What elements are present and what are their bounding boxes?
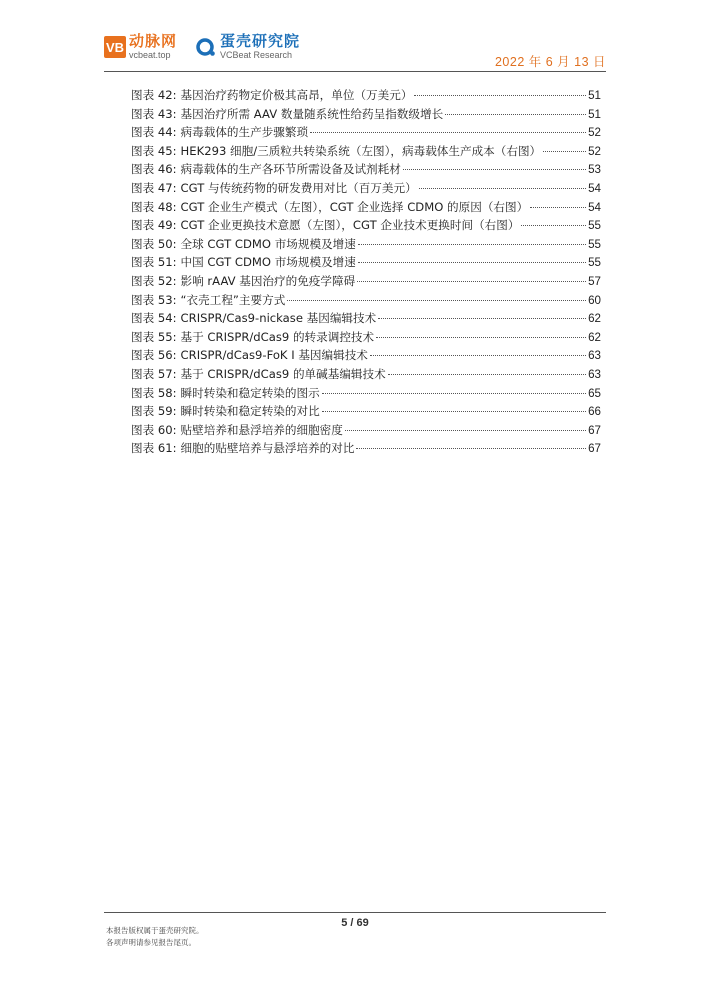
toc-figure-title: “衣壳工程”主要方式 [180,292,286,307]
toc-page-number: 65 [588,386,601,400]
toc-page-number: 62 [588,312,601,326]
toc-entry[interactable] [131,384,601,403]
toc-page-number: 57 [588,274,601,288]
toc-leader-dots [287,300,586,301]
disclaimer-line: 本报告版权属于蛋壳研究院。 [106,926,204,935]
toc-entry[interactable] [131,328,601,347]
vcbeat-logo-cn: 动脉网 [129,32,178,50]
toc-leader-dots [358,262,586,263]
toc-page-number: 53 [588,163,601,177]
toc-entry[interactable] [131,123,601,142]
toc-entry[interactable] [131,272,601,291]
toc-entry[interactable] [131,365,601,384]
toc-entry[interactable] [131,253,601,272]
copyright-disclaimer [106,925,204,949]
vcbeat-research-logo-en: VCBeat Research [220,50,293,60]
vcbeat-logo-en: vcbeat.top [129,50,171,60]
toc-figure-title: 基于 CRISPR/dCas9 的单碱基编辑技术 [180,366,386,381]
toc-figure-label: 图表 61: [131,441,177,456]
toc-figure-title: 病毒载体的生产步骤繁琐 [180,125,309,140]
toc-page-number: 63 [588,349,601,363]
toc-page-number: 66 [588,405,601,419]
toc-figure-title: 贴壁培养和悬浮培养的细胞密度 [180,422,343,437]
toc-figure-title: 瞬时转染和稳定转染的图示 [180,385,320,400]
toc-leader-dots [530,207,586,208]
vcbeat-research-logo-cn: 蛋壳研究院 [220,32,301,50]
toc-figure-label: 图表 47: [131,180,177,195]
toc-figure-title: 基因治疗药物定价极其高昂，单位（万美元） [180,88,413,102]
toc-figure-title: 影响 rAAV 基因治疗的免疫学障碍 [180,273,356,288]
toc-figure-title: 基于 CRISPR/dCas9 的转录调控技术 [180,329,375,344]
toc-leader-dots [378,318,586,319]
egg-shell-icon [196,37,216,57]
toc-leader-dots [357,281,586,282]
toc-page-number: 54 [588,181,601,195]
toc-entry[interactable] [131,439,601,458]
toc-figure-label: 图表 53: [131,292,177,307]
toc-figure-label: 图表 59: [131,404,177,419]
toc-leader-dots [376,337,586,338]
toc-figure-title: CGT 企业生产模式（左图），CGT 企业选择 CDMO 的原因（右图） [180,199,529,214]
toc-figure-label: 图表 52: [131,273,177,288]
vcbeat-research-logo [196,34,300,60]
toc-leader-dots [403,169,586,170]
vb-logo-icon: VB [104,36,126,58]
toc-leader-dots [414,95,586,96]
report-date: 2022 年 6 月 13 日 [494,55,606,69]
toc-leader-dots [445,114,586,115]
toc-page-number: 67 [588,442,601,456]
toc-figure-label: 图表 48: [131,199,177,214]
toc-figure-title: 病毒载体的生产各环节所需设备及试剂耗材 [180,162,401,177]
toc-figure-title: CRISPR/Cas9-nickase 基因编辑技术 [180,311,377,326]
footer-divider [104,912,606,913]
toc-leader-dots [358,244,586,245]
toc-figure-label: 图表 49: [131,218,177,233]
toc-figure-title: CRISPR/dCas9-FoK I 基因编辑技术 [180,348,368,363]
toc-page-number: 67 [588,423,601,437]
toc-entry[interactable] [131,105,601,124]
toc-figure-label: 图表 54: [131,311,177,326]
toc-page-number: 62 [588,330,601,344]
toc-figure-label: 图表 55: [131,329,177,344]
toc-entry[interactable] [131,142,601,161]
toc-entry[interactable] [131,179,601,198]
toc-page-number: 51 [588,107,601,121]
toc-figure-title: CGT 与传统药物的研发费用对比（百万美元） [180,180,417,195]
toc-figure-title: 基因治疗所需 AAV 数量随系统性给药呈指数级增长 [180,106,444,121]
toc-figure-label: 图表 46: [131,162,177,177]
vcbeat-logo [104,34,177,60]
toc-entry[interactable] [131,346,601,365]
toc-page-number: 60 [588,293,601,307]
toc-figure-title: 全球 CGT CDMO 市场规模及增速 [180,236,356,251]
toc-figure-label: 图表 51: [131,255,177,270]
header-divider [104,71,606,72]
toc-figure-title: 中国 CGT CDMO 市场规模及增速 [180,255,356,270]
toc-page-number: 63 [588,367,601,381]
toc-entry[interactable] [131,160,601,179]
toc-leader-dots [370,355,586,356]
toc-page-number: 55 [588,256,601,270]
toc-leader-dots [356,448,586,449]
toc-figure-label: 图表 43: [131,106,177,121]
toc-page-number: 52 [588,144,601,158]
toc-leader-dots [521,225,586,226]
toc-figure-label: 图表 50: [131,236,177,251]
toc-entry[interactable] [131,309,601,328]
toc-entry[interactable] [131,198,601,217]
toc-leader-dots [310,132,586,133]
toc-entry[interactable] [131,402,601,421]
toc-entry[interactable] [131,86,601,105]
toc-leader-dots [345,430,586,431]
toc-figure-title: CGT 企业更换技术意愿（左图），CGT 企业技术更换时间（右图） [180,218,520,233]
toc-leader-dots [322,393,586,394]
toc-entry[interactable] [131,291,601,310]
toc-page-number: 51 [588,89,601,102]
toc-figure-label: 图表 44: [131,125,177,140]
toc-figure-label: 图表 60: [131,422,177,437]
table-of-figures [131,86,601,458]
toc-leader-dots [322,411,586,412]
toc-figure-label: 图表 57: [131,366,177,381]
toc-page-number: 52 [588,126,601,140]
toc-leader-dots [419,188,586,189]
toc-page-number: 55 [588,219,601,233]
toc-leader-dots [388,374,586,375]
toc-entry[interactable] [131,216,601,235]
toc-page-number: 54 [588,200,601,214]
toc-entry[interactable] [131,235,601,254]
toc-page-number: 55 [588,237,601,251]
toc-figure-label: 图表 45: [131,143,177,158]
page-header [104,32,606,70]
toc-entry[interactable] [131,421,601,440]
toc-figure-title: 瞬时转染和稳定转染的对比 [180,404,320,419]
toc-figure-label: 图表 56: [131,348,177,363]
toc-figure-title: 细胞的贴壁培养与悬浮培养的对比 [180,441,355,456]
toc-figure-label: 图表 58: [131,385,177,400]
toc-figure-title: HEK293 细胞/三质粒共转染系统（左图），病毒载体生产成本（右图） [180,143,542,158]
toc-figure-label: 图表 42: [131,88,177,102]
page-number: 5 / 69 [341,917,369,929]
disclaimer-line: 各项声明请参见报告尾页。 [106,938,196,947]
toc-leader-dots [543,151,586,152]
